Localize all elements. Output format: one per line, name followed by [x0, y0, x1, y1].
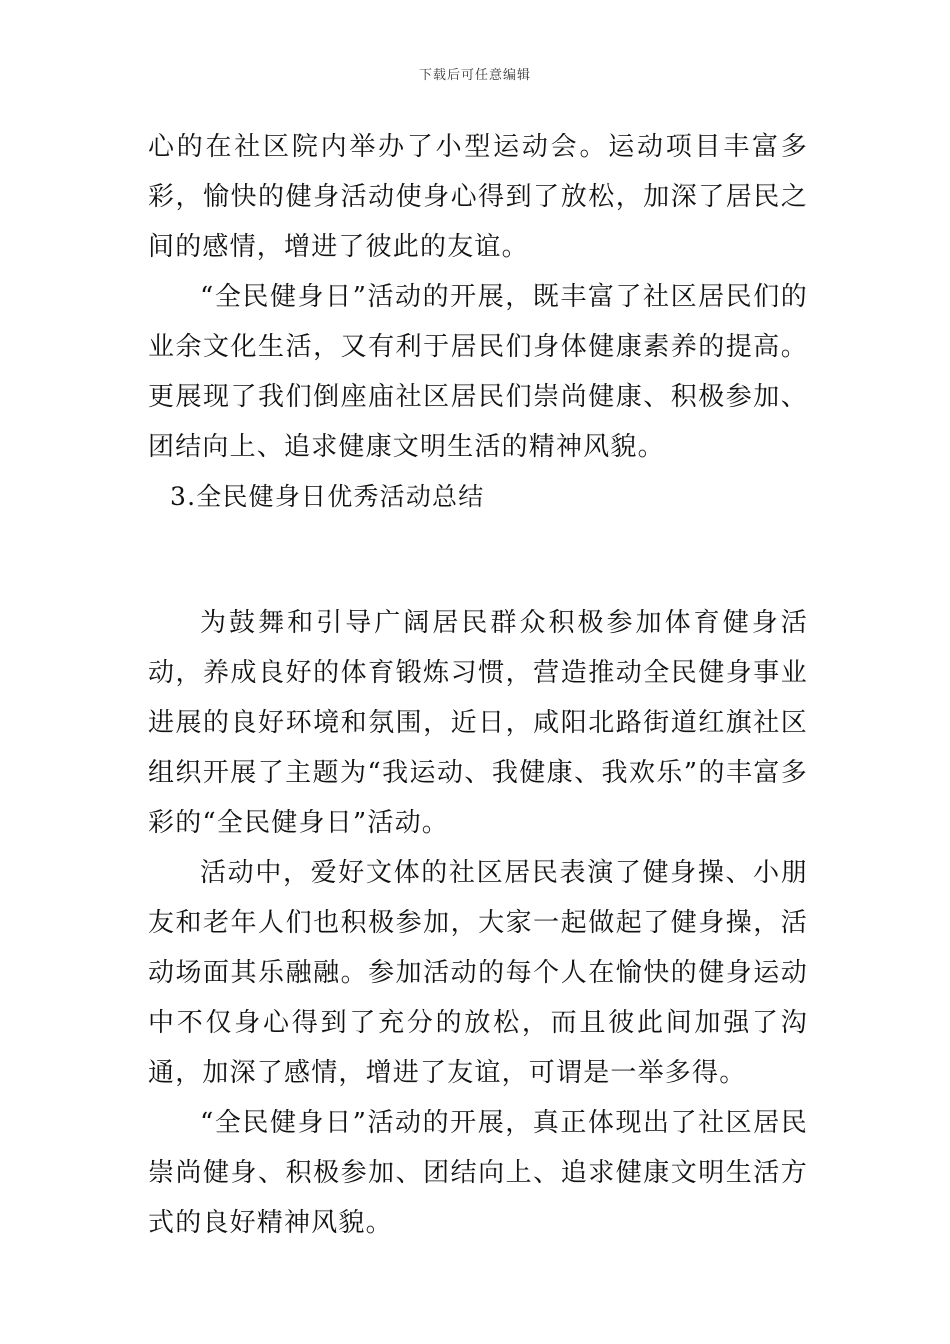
paragraph-1: 心的在社区院内举办了小型运动会。运动项目丰富多彩，愉快的健身活动使身心得到了放松，加深了居民之间的感情，增进了彼此的友谊。 [148, 132, 808, 262]
document-body [148, 122, 808, 1248]
section-heading: 3.全民健身日优秀活动总结 [170, 482, 485, 511]
paragraph-5: “全民健身日”活动的开展，真正体现出了社区居民崇尚健身、积极参加、团结向上、追求健康文明生活方式的良好精神风貌。 [148, 1108, 808, 1238]
paragraph-4: 活动中，爱好文体的社区居民表演了健身操、小朋友和老年人们也积极参加，大家一起做起了健身操，活动场面其乐融融。参加活动的每个人在愉快的健身运动中不仅身心得到了充分的放松，而且彼此间加强了沟通，加深了感情，增进了友谊，可谓是一举多得。 [148, 858, 808, 1088]
paragraph-3: 为鼓舞和引导广阔居民群众积极参加体育健身活动，养成良好的体育锻炼习惯，营造推动全民健身事业进展的良好环境和氛围，近日，咸阳北路街道红旗社区组织开展了主题为“我运动、我健康、我欢乐”的丰富多彩的“全民健身日”活动。 [148, 608, 808, 838]
paragraph-2: “全民健身日”活动的开展，既丰富了社区居民们的业余文化生活，又有利于居民们身体健康素养的提高。更展现了我们倒座庙社区居民们崇尚健康、积极参加、团结向上、追求健康文明生活的精神风貌。 [148, 282, 808, 462]
section-spacer [148, 522, 808, 598]
page-header: 下载后可任意编辑 [418, 68, 531, 83]
